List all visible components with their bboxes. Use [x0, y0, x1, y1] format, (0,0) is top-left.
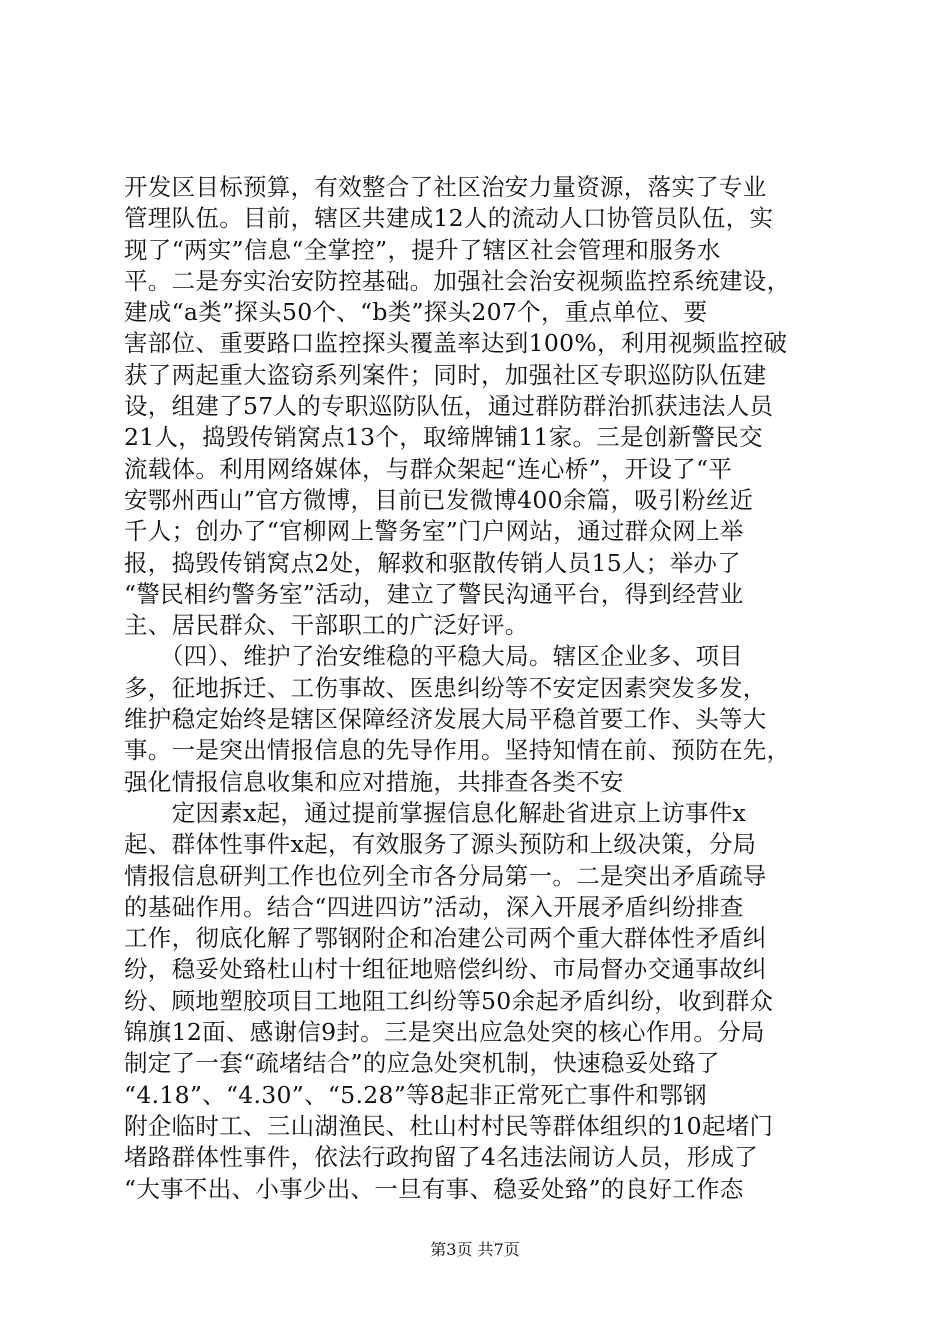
text-line: 堵路群体性事件，依法行政拘留了4名违法闹访人员，形成了 — [124, 1143, 759, 1172]
text-line: 的基础作用。结合“四进四访”活动，深入开展矛盾纠纷排查 — [124, 892, 744, 921]
text-line: 工作，彻底化解了鄂钢附企和冶建公司两个重大群体性矛盾纠 — [124, 924, 767, 953]
text-line: 平。二是夯实治安防控基础。加强社会治安视频监控系统建设， — [124, 266, 791, 295]
total-pages: 7 — [493, 1240, 504, 1259]
text-line: 制定了一套“疏堵结合”的应急处突机制，快速稳妥处臵了 — [124, 1049, 720, 1078]
paragraph-heading-line: （四）、维护了治安维稳的平稳大局。辖区企业多、项目 — [124, 642, 744, 671]
text-line: 主、居民群众、干部职工的广泛好评。 — [124, 611, 529, 640]
text-line: 管理队伍。目前，辖区共建成12人的流动人口协管员队伍，实 — [124, 204, 774, 233]
text-line: 锦旗12面、感谢信9封。三是突出应急处突的核心作用。分局 — [124, 1018, 765, 1047]
text-line: “大事不出、小事少出、一旦有事、稳妥处臵”的良好工作态 — [124, 1174, 744, 1203]
text-line: 强化情报信息收集和应对措施，共排查各类不安 — [124, 767, 624, 796]
page-mid: 页 — [456, 1240, 473, 1259]
text-line: 起、群体性事件x起，有效服务了源头预防和上级决策，分局 — [124, 830, 757, 859]
text-line: 安鄂州西山”官方微博，目前已发微博400余篇，吸引粉丝近 — [124, 485, 754, 514]
text-line: 情报信息研判工作也位列全市各分局第一。二是突出矛盾疏导 — [124, 861, 767, 890]
text-line: 多，征地拆迁、工伤事故、医患纠纷等不安定因素突发多发， — [124, 673, 767, 702]
text-line: 事。一是突出情报信息的先导作用。坚持知情在前、预防在先， — [124, 736, 791, 765]
text-line: 千人；创办了“官柳网上警务室”门户网站，通过群众网上举 — [124, 517, 744, 546]
text-line: 获了两起重大盗窃系列案件；同时，加强社区专职巡防队伍建 — [124, 360, 767, 389]
body-text — [124, 172, 836, 1205]
text-line: 设，组建了57人的专职巡防队伍，通过群防群治抓获违法人员 — [124, 392, 774, 421]
page-prefix: 第 — [430, 1240, 447, 1259]
total-suffix: 页 — [503, 1240, 520, 1259]
text-line: 报，捣毁传销窝点2处，解救和驱散传销人员15人；举办了 — [124, 548, 741, 577]
text-line: “4.18”、“4.30”、“5.28”等8起非正常死亡事件和鄂钢 — [124, 1080, 707, 1109]
text-line: 开发区目标预算，有效整合了社区治安力量资源，落实了专业 — [124, 173, 767, 201]
text-line: 附企临时工、三山湖渔民、杜山村村民等群体组织的10起堵门 — [124, 1111, 774, 1140]
page-footer — [0, 1240, 950, 1260]
text-line: 维护稳定始终是辖区保障经济发展大局平稳首要工作、头等大 — [124, 705, 767, 734]
text-line: 流载体。利用网络媒体，与群众架起“连心桥”，开设了“平 — [124, 454, 733, 483]
text-line: 建成“a类”探头50个、“b类”探头207个，重点单位、要 — [124, 298, 708, 327]
text-line: 定因素x起，通过提前掌握信息化解赴省进京上访事件x — [124, 798, 747, 827]
text-line: 害部位、重要路口监控探头覆盖率达到100%，利用视频监控破 — [124, 329, 788, 358]
text-line: 纷、顾地塑胶项目工地阻工纠纷等50余起矛盾纠纷，收到群众 — [124, 986, 774, 1015]
text-line: 现了“两实”信息“全掌控”，提升了辖区社会管理和服务水 — [124, 235, 721, 264]
text-line: “警民相约警务室”活动，建立了警民沟通平台，得到经营业 — [124, 579, 744, 608]
text-line: 21人，捣毁传销窝点13个，取缔牌铺11家。三是创新警民交 — [124, 423, 763, 452]
page-number: 3 — [446, 1240, 457, 1259]
text-line: 纷，稳妥处臵杜山村十组征地赔偿纠纷、市局督办交通事故纠 — [124, 955, 767, 984]
total-prefix: 共 — [477, 1240, 494, 1259]
